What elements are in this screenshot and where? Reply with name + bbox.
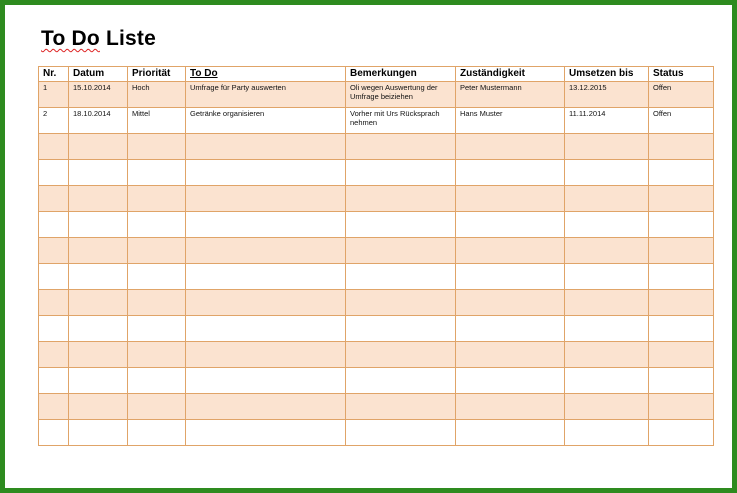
cell-bemerkungen[interactable] [346,160,456,186]
table-row [39,212,714,238]
cell-todo[interactable] [186,160,346,186]
cell-prioritaet[interactable] [128,368,186,394]
todo-table [38,66,714,446]
cell-umsetzen-bis[interactable] [565,316,649,342]
cell-prioritaet[interactable] [128,342,186,368]
cell-nr[interactable] [39,186,69,212]
cell-zustaendigkeit[interactable] [456,394,565,420]
cell-umsetzen-bis[interactable] [565,420,649,446]
cell-status[interactable] [649,186,714,212]
cell-status[interactable] [649,342,714,368]
cell-nr[interactable] [39,290,69,316]
cell-datum[interactable] [69,316,128,342]
title-part-liste: Liste [99,27,156,50]
cell-datum[interactable] [69,186,128,212]
column-header-status: Status [649,67,714,82]
cell-datum[interactable] [69,238,128,264]
cell-bemerkungen[interactable]: Vorher mit Urs Rücksprach nehmen [346,108,456,134]
cell-todo[interactable] [186,264,346,290]
cell-umsetzen-bis[interactable]: 11.11.2014 [565,108,649,134]
cell-prioritaet[interactable] [128,316,186,342]
cell-datum[interactable]: 15.10.2014 [69,82,128,108]
cell-zustaendigkeit[interactable]: Peter Mustermann [456,82,565,108]
cell-nr[interactable] [39,238,69,264]
cell-prioritaet[interactable] [128,290,186,316]
cell-zustaendigkeit[interactable]: Hans Muster [456,108,565,134]
cell-status[interactable] [649,212,714,238]
cell-umsetzen-bis[interactable] [565,238,649,264]
cell-datum[interactable] [69,394,128,420]
cell-todo[interactable] [186,316,346,342]
cell-todo[interactable] [186,186,346,212]
cell-datum[interactable] [69,264,128,290]
column-header-umsetzen-bis: Umsetzen bis [565,67,649,82]
cell-umsetzen-bis[interactable] [565,160,649,186]
table-row [39,420,714,446]
cell-todo[interactable] [186,290,346,316]
cell-prioritaet[interactable] [128,212,186,238]
table-row [39,134,714,160]
cell-nr[interactable] [39,394,69,420]
cell-prioritaet[interactable] [128,160,186,186]
cell-zustaendigkeit[interactable] [456,134,565,160]
cell-datum[interactable]: 18.10.2014 [69,108,128,134]
cell-datum[interactable] [69,368,128,394]
cell-zustaendigkeit[interactable] [456,316,565,342]
cell-nr[interactable] [39,160,69,186]
cell-bemerkungen[interactable] [346,238,456,264]
table-row [39,160,714,186]
cell-status[interactable] [649,264,714,290]
column-header-todo: To Do [186,67,346,82]
cell-umsetzen-bis[interactable] [565,290,649,316]
table-row [39,342,714,368]
cell-todo[interactable] [186,368,346,394]
cell-nr[interactable] [39,212,69,238]
cell-zustaendigkeit[interactable] [456,368,565,394]
cell-zustaendigkeit[interactable] [456,186,565,212]
title-part-todo: To Do [41,27,100,50]
cell-prioritaet[interactable] [128,186,186,212]
cell-todo[interactable] [186,394,346,420]
table-row [39,238,714,264]
cell-zustaendigkeit[interactable] [456,290,565,316]
cell-bemerkungen[interactable]: Oli wegen Auswertung der Umfrage beiziehen [346,82,456,108]
column-header-datum: Datum [69,67,128,82]
table-row [39,368,714,394]
cell-bemerkungen[interactable] [346,186,456,212]
cell-nr[interactable]: 1 [39,82,69,108]
cell-bemerkungen[interactable] [346,212,456,238]
cell-nr[interactable] [39,134,69,160]
cell-zustaendigkeit[interactable] [456,160,565,186]
table-header-row [39,67,714,82]
cell-umsetzen-bis[interactable] [565,342,649,368]
cell-zustaendigkeit[interactable] [456,342,565,368]
cell-prioritaet[interactable] [128,238,186,264]
cell-status[interactable] [649,160,714,186]
cell-zustaendigkeit[interactable] [456,420,565,446]
cell-todo[interactable] [186,212,346,238]
cell-bemerkungen[interactable] [346,394,456,420]
cell-status[interactable] [649,290,714,316]
cell-status[interactable] [649,134,714,160]
cell-umsetzen-bis[interactable] [565,212,649,238]
column-header-bemerkungen: Bemerkungen [346,67,456,82]
column-header-prioritaet: Priorität [128,67,186,82]
cell-bemerkungen[interactable] [346,264,456,290]
cell-bemerkungen[interactable] [346,368,456,394]
cell-nr[interactable]: 2 [39,108,69,134]
table-row [39,108,714,134]
cell-zustaendigkeit[interactable] [456,238,565,264]
cell-status[interactable] [649,316,714,342]
cell-prioritaet[interactable]: Mittel [128,108,186,134]
cell-zustaendigkeit[interactable] [456,212,565,238]
cell-prioritaet[interactable] [128,264,186,290]
cell-bemerkungen[interactable] [346,342,456,368]
cell-umsetzen-bis[interactable] [565,186,649,212]
cell-todo[interactable] [186,238,346,264]
cell-nr[interactable] [39,342,69,368]
table-row [39,264,714,290]
column-header-nr: Nr. [39,67,69,82]
page-title [41,27,156,51]
cell-umsetzen-bis[interactable] [565,264,649,290]
cell-status[interactable]: Offen [649,108,714,134]
cell-datum[interactable] [69,342,128,368]
cell-zustaendigkeit[interactable] [456,264,565,290]
cell-bemerkungen[interactable] [346,134,456,160]
cell-nr[interactable] [39,368,69,394]
table-body [39,82,714,446]
cell-todo[interactable] [186,342,346,368]
cell-prioritaet[interactable]: Hoch [128,82,186,108]
cell-todo[interactable]: Umfrage für Party auswerten [186,82,346,108]
cell-datum[interactable] [69,134,128,160]
cell-prioritaet[interactable] [128,134,186,160]
cell-datum[interactable] [69,212,128,238]
cell-datum[interactable] [69,290,128,316]
cell-todo[interactable] [186,420,346,446]
cell-nr[interactable] [39,420,69,446]
table-row [39,394,714,420]
cell-status[interactable] [649,368,714,394]
cell-bemerkungen[interactable] [346,290,456,316]
cell-nr[interactable] [39,316,69,342]
cell-bemerkungen[interactable] [346,420,456,446]
cell-bemerkungen[interactable] [346,316,456,342]
table-row [39,186,714,212]
cell-status[interactable] [649,420,714,446]
cell-datum[interactable] [69,160,128,186]
cell-todo[interactable]: Getränke organisieren [186,108,346,134]
table-row [39,316,714,342]
cell-nr[interactable] [39,264,69,290]
column-header-zustaendigkeit: Zuständigkeit [456,67,565,82]
cell-datum[interactable] [69,420,128,446]
cell-umsetzen-bis[interactable] [565,394,649,420]
table-row [39,82,714,108]
cell-umsetzen-bis[interactable] [565,134,649,160]
cell-todo[interactable] [186,134,346,160]
cell-status[interactable] [649,238,714,264]
table-row [39,290,714,316]
cell-status[interactable]: Offen [649,82,714,108]
cell-prioritaet[interactable] [128,420,186,446]
cell-prioritaet[interactable] [128,394,186,420]
cell-umsetzen-bis[interactable] [565,368,649,394]
cell-umsetzen-bis[interactable]: 13.12.2015 [565,82,649,108]
cell-status[interactable] [649,394,714,420]
